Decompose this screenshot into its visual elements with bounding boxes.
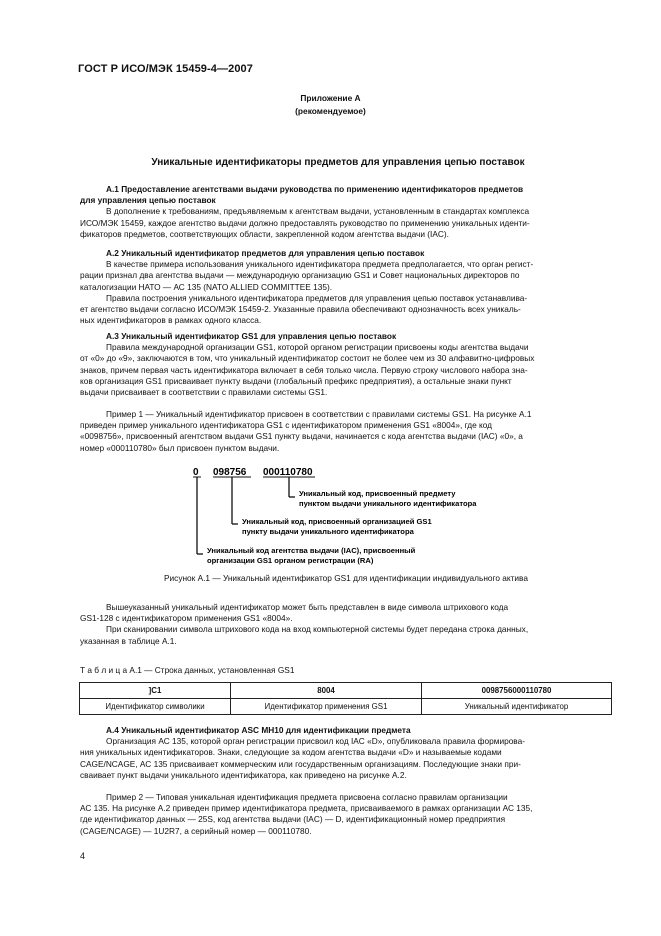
text-line: номер «000110780» был присвоен пунктом выдачи. bbox=[80, 442, 280, 453]
label-serial-1: Уникальный код, присвоенный предмету bbox=[299, 489, 456, 498]
table-caption: Т а б л и ц а А.1 — Строка данных, установленная GS1 bbox=[80, 665, 295, 675]
text-line: Пример 1 — Уникальный идентификатор присвоен в соответствии с правилами системы GS1. На рисунке А.1 bbox=[106, 409, 532, 419]
example-1 bbox=[80, 409, 612, 454]
page-number: 4 bbox=[80, 851, 86, 861]
text-line: ных идентификаторов в рамках одного класса. bbox=[80, 315, 262, 326]
section-a4-heading: А.4 Уникальный идентификатор ASC MH10 для идентификации предмета bbox=[106, 725, 411, 735]
code-company: 098756 bbox=[213, 467, 247, 478]
figure-a1 bbox=[175, 463, 505, 575]
section-a3 bbox=[80, 331, 612, 398]
table-cell: Идентификатор применения GS1 bbox=[231, 699, 422, 715]
text-line: где идентификатор данных — 25S, код агентства выдачи (IAC) — D, идентификационный номер предприятия bbox=[80, 814, 506, 825]
table-cell: Идентификатор символики bbox=[80, 699, 231, 715]
table-cell: Уникальный идентификатор bbox=[422, 699, 612, 715]
text-line: При сканировании символа штрихового кода на вход компьютерной системы будет передана строка данных, bbox=[106, 624, 529, 635]
section-a1 bbox=[80, 184, 612, 240]
text-line: АС 135. На рисунке А.2 приведен пример идентификатора предмета, присваиваемого в рамках организации АС 135, bbox=[80, 803, 533, 814]
text-line: приведен пример уникального идентификатора GS1 с идентификатором применения GS1 «8004», где код bbox=[80, 420, 493, 431]
table-row bbox=[80, 699, 612, 715]
text-line: ет агентство выдачи согласно ИСО/МЭК 15459-2. Указанные правила обеспечивают однозначность всех уникаль- bbox=[80, 304, 521, 315]
table-header-cell: 8004 bbox=[231, 683, 422, 699]
label-iac-1: Уникальный код агентства выдачи (IAC), присвоенный bbox=[207, 546, 416, 555]
after-figure-text bbox=[80, 602, 612, 647]
table-header-cell: 0098756000110780 bbox=[422, 683, 612, 699]
data-string-table bbox=[79, 682, 612, 715]
code-iac: 0 bbox=[193, 467, 199, 478]
text-line: (CAGE/NCAGE) — 1U2R7, а серийный номер — 000110780. bbox=[80, 825, 312, 836]
text-line: Правила построения уникального идентификатора предметов для управления цепью поставок устанавлива- bbox=[106, 292, 528, 303]
text-line: от «0» до «9», заключаются в том, что уникальный идентификатор состоит не более чем из 30 алфавитно-цифровых bbox=[80, 353, 535, 364]
figure-caption: Рисунок А.1 — Уникальный идентификатор GS1 для идентификации индивидуального актива bbox=[164, 573, 528, 583]
section-a3-heading: А.3 Уникальный идентификатор GS1 для управления цепью поставок bbox=[106, 331, 397, 341]
text-line: фикаторов предметов, соответствующих области, закрепленной кодом агентства выдачи (IAC). bbox=[80, 228, 449, 239]
code-serial: 000110780 bbox=[263, 467, 313, 478]
text-line: сваивает пункт выдачи уникального идентификатора, как приведено на рисунке А.2. bbox=[80, 769, 407, 780]
example-2 bbox=[80, 792, 612, 837]
text-line: В качестве примера использования уникального идентификатора предмета предполагается, что орган регист- bbox=[106, 259, 534, 270]
text-line: Пример 2 — Типовая уникальная идентификация предмета присвоена согласно правилам организации bbox=[106, 792, 508, 802]
text-line: Правила международной организации GS1, которой органом регистрации присвоены коды агентства выдачи bbox=[106, 342, 529, 353]
table-header-row bbox=[80, 683, 612, 699]
text-line: «0098756», присвоенный агентством выдачи GS1 пункту выдачи, начинается с кода агентства выдачи (IAC) «0», а bbox=[80, 431, 523, 442]
text-line: В дополнение к требованиям, предъявляемым к агентствам выдачи, установленным в стандартах комплекса bbox=[106, 206, 530, 217]
annex-label: Приложение А bbox=[300, 93, 361, 103]
section-a1-heading-1: А.1 Предоставление агентствами выдачи руководства по применению идентификаторов предметов bbox=[106, 184, 524, 194]
annex-type: (рекомендуемое) bbox=[295, 106, 366, 116]
label-company-1: Уникальный код, присвоенный организацией GS1 bbox=[242, 517, 432, 526]
section-a2-heading: А.2 Уникальный идентификатор предметов для управления цепью поставок bbox=[106, 248, 425, 258]
text-line: Вышеуказанный уникальный идентификатор может быть представлен в виде символа штрихового кода bbox=[106, 602, 509, 612]
text-line: рации признал два агентства выдачи — международную организацию GS1 и Совет национальных директоров по bbox=[80, 270, 520, 281]
text-line: Организация АС 135, которой орган регистрации присвоил код IAC «D», опубликовала правила формирова- bbox=[106, 736, 525, 747]
section-a1-heading-2: для управления цепью поставок bbox=[80, 195, 216, 206]
table-header-cell: ]C1 bbox=[80, 683, 231, 699]
text-line: знаков, причем первая часть идентификатора включает в себя только числа. Первую строку числового набора зна- bbox=[80, 364, 528, 375]
section-a2 bbox=[80, 248, 612, 326]
page-title: Уникальные идентификаторы предметов для управления цепью поставок bbox=[151, 157, 525, 168]
section-a4 bbox=[80, 725, 612, 781]
label-serial-2: пунктом выдачи уникального идентификатора bbox=[299, 499, 477, 508]
text-line: ков организация GS1 присваивает пункту выдачи (глобальный префикс предприятия), а остальные знаки пункт bbox=[80, 375, 512, 386]
text-line: указанная в таблице А.1. bbox=[80, 635, 177, 646]
text-line: ния уникальных идентификаторов. Знаки, следующие за кодом агентства выдачи «D» и называемые кодами bbox=[80, 747, 502, 758]
text-line: GS1-128 с идентификатором применения GS1 «8004». bbox=[80, 613, 293, 624]
label-iac-2: организации GS1 органом регистрации (RA) bbox=[207, 556, 374, 565]
text-line: выдачи присваивает в соответствии с правилами системы GS1. bbox=[80, 387, 328, 398]
document-header: ГОСТ Р ИСО/МЭК 15459-4—2007 bbox=[78, 63, 253, 75]
text-line: ИСО/МЭК 15459, каждое агентство выдачи должно предоставлять руководство по применению уникальных иденти- bbox=[80, 217, 530, 228]
text-line: каталогизации НАТО — АС 135 (NATO ALLIED COMMITTEE 135). bbox=[80, 281, 333, 292]
label-company-2: пункту выдачи уникального идентификатора bbox=[242, 527, 414, 536]
text-line: CAGE/NCAGE, АС 135 присваивает коммерческим или государственным организациям. Последующие знаки при- bbox=[80, 758, 521, 769]
